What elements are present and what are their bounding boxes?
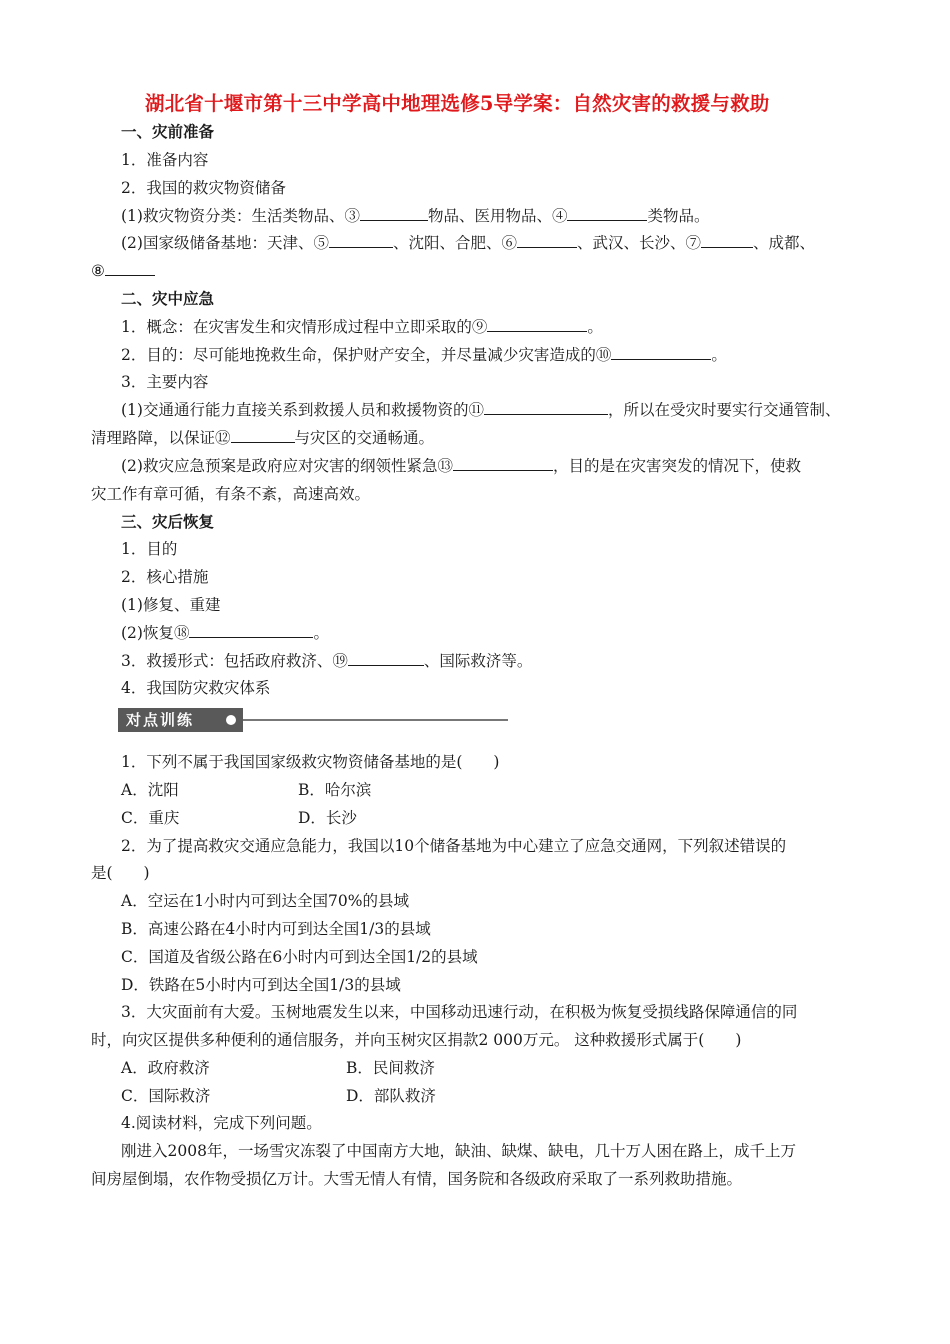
fill-blank	[567, 206, 647, 221]
list-item: 4．我国防灾救灾体系	[121, 679, 271, 697]
option-a: A．空运在1小时内可到达全国70%的县域	[121, 892, 410, 910]
question-3: 3．大灾面前有大爱。玉树地震发生以来，中国移动迅速行动，在积极为恢复受损线路保障通信的同	[121, 1003, 798, 1021]
paragraph-line: 灾工作有章可循，有条不紊，高速高效。	[91, 485, 371, 503]
list-item: 2．核心措施	[121, 568, 209, 586]
list-item: 3．主要内容	[121, 373, 209, 391]
reading-passage: 刚进入2008年，一场雪灾冻裂了中国南方大地，缺油、缺煤、缺电，几十万人困在路上，成千上万	[121, 1142, 796, 1160]
paragraph-line: 3．救援形式：包括政府救济、⑲ 、国际救济等。	[121, 652, 533, 670]
fill-blank	[348, 651, 424, 666]
option-c: C．国际救济	[121, 1087, 211, 1105]
fill-blank	[231, 428, 295, 443]
question-4: 4.阅读材料，完成下列问题。	[121, 1114, 322, 1132]
option-c: C．重庆	[121, 809, 180, 827]
fill-blank	[611, 345, 711, 360]
paragraph-line: 1．概念：在灾害发生和灾情形成过程中立即采取的⑨ 。	[121, 318, 603, 336]
option-d: D．部队救济	[346, 1087, 436, 1105]
paragraph-line: (2)国家级储备基地：天津、⑤ 、沈阳、合肥、⑥ 、武汉、长沙、⑦ 、成都、	[121, 234, 816, 252]
paragraph-line: ⑧	[91, 261, 155, 281]
option-b: B．高速公路在4小时内可到达全国1/3的县域	[121, 920, 431, 938]
option-c: C．国道及省级公路在6小时内可到达全国1/2的县域	[121, 948, 478, 966]
paragraph-line: (1)救灾物资分类：生活类物品、③ 物品、医用物品、④ 类物品。	[121, 207, 710, 225]
fill-blank	[189, 623, 313, 638]
fill-blank	[360, 206, 428, 221]
paragraph-line: (2)救灾应急预案是政府应对灾害的纲领性紧急⑬ ，目的是在灾害突发的情况下，使救	[121, 457, 801, 475]
question-3-cont: 时，向灾区提供多种便利的通信服务，并向玉树灾区捐款2 000万元。 这种救援形式属于( )	[91, 1031, 742, 1049]
question-1: 1．下列不属于我国国家级救灾物资储备基地的是( )	[121, 753, 500, 771]
practice-banner	[118, 708, 508, 732]
page-title: 湖北省十堰市第十三中学高中地理选修5导学案：自然灾害的救援与救助	[145, 92, 770, 115]
option-a: A．沈阳	[121, 781, 179, 799]
paragraph-line: (2)恢复⑱ 。	[121, 624, 329, 642]
fill-blank	[453, 456, 553, 471]
option-b: B．民间救济	[346, 1059, 435, 1077]
banner-label: 对点训练	[118, 708, 243, 732]
option-a: A．政府救济	[121, 1059, 210, 1077]
fill-blank	[701, 233, 753, 248]
section-heading-in-disaster: 二、灾中应急	[121, 289, 215, 308]
banner-divider	[243, 719, 508, 721]
paragraph-line: (1)交通通行能力直接关系到救援人员和救援物资的⑪ ，所以在受灾时要实行交通管制、	[121, 401, 841, 419]
list-item: (1)修复、重建	[121, 596, 221, 614]
fill-blank	[517, 233, 577, 248]
reading-passage-cont: 间房屋倒塌，农作物受损亿万计。大雪无情人有情，国务院和各级政府采取了一系列救助措施。	[91, 1170, 743, 1188]
fill-blank	[487, 317, 587, 332]
option-d: D．铁路在5小时内可到达全国1/3的县域	[121, 976, 401, 994]
fill-blank	[484, 400, 608, 415]
section-heading-pre-disaster: 一、灾前准备	[121, 122, 215, 141]
paragraph-line: 清理路障，以保证⑫ 与灾区的交通畅通。	[91, 429, 435, 447]
option-d: D．长沙	[298, 809, 357, 827]
fill-blank	[329, 233, 393, 248]
paragraph-line: 2．目的：尽可能地挽救生命，保护财产安全，并尽量减少灾害造成的⑩ 。	[121, 346, 727, 364]
banner-dot-icon	[226, 715, 236, 725]
question-2: 2．为了提高救灾交通应急能力，我国以10个储备基地为中心建立了应急交通网，下列叙述错误的	[121, 837, 787, 855]
section-heading-post-disaster: 三、灾后恢复	[121, 512, 215, 531]
option-b: B．哈尔滨	[298, 781, 372, 799]
fill-blank	[105, 261, 155, 276]
list-item: 1．准备内容	[121, 151, 209, 169]
question-2-cont: 是( )	[91, 864, 150, 882]
list-item: 1．目的	[121, 540, 178, 558]
list-item: 2．我国的救灾物资储备	[121, 179, 286, 197]
